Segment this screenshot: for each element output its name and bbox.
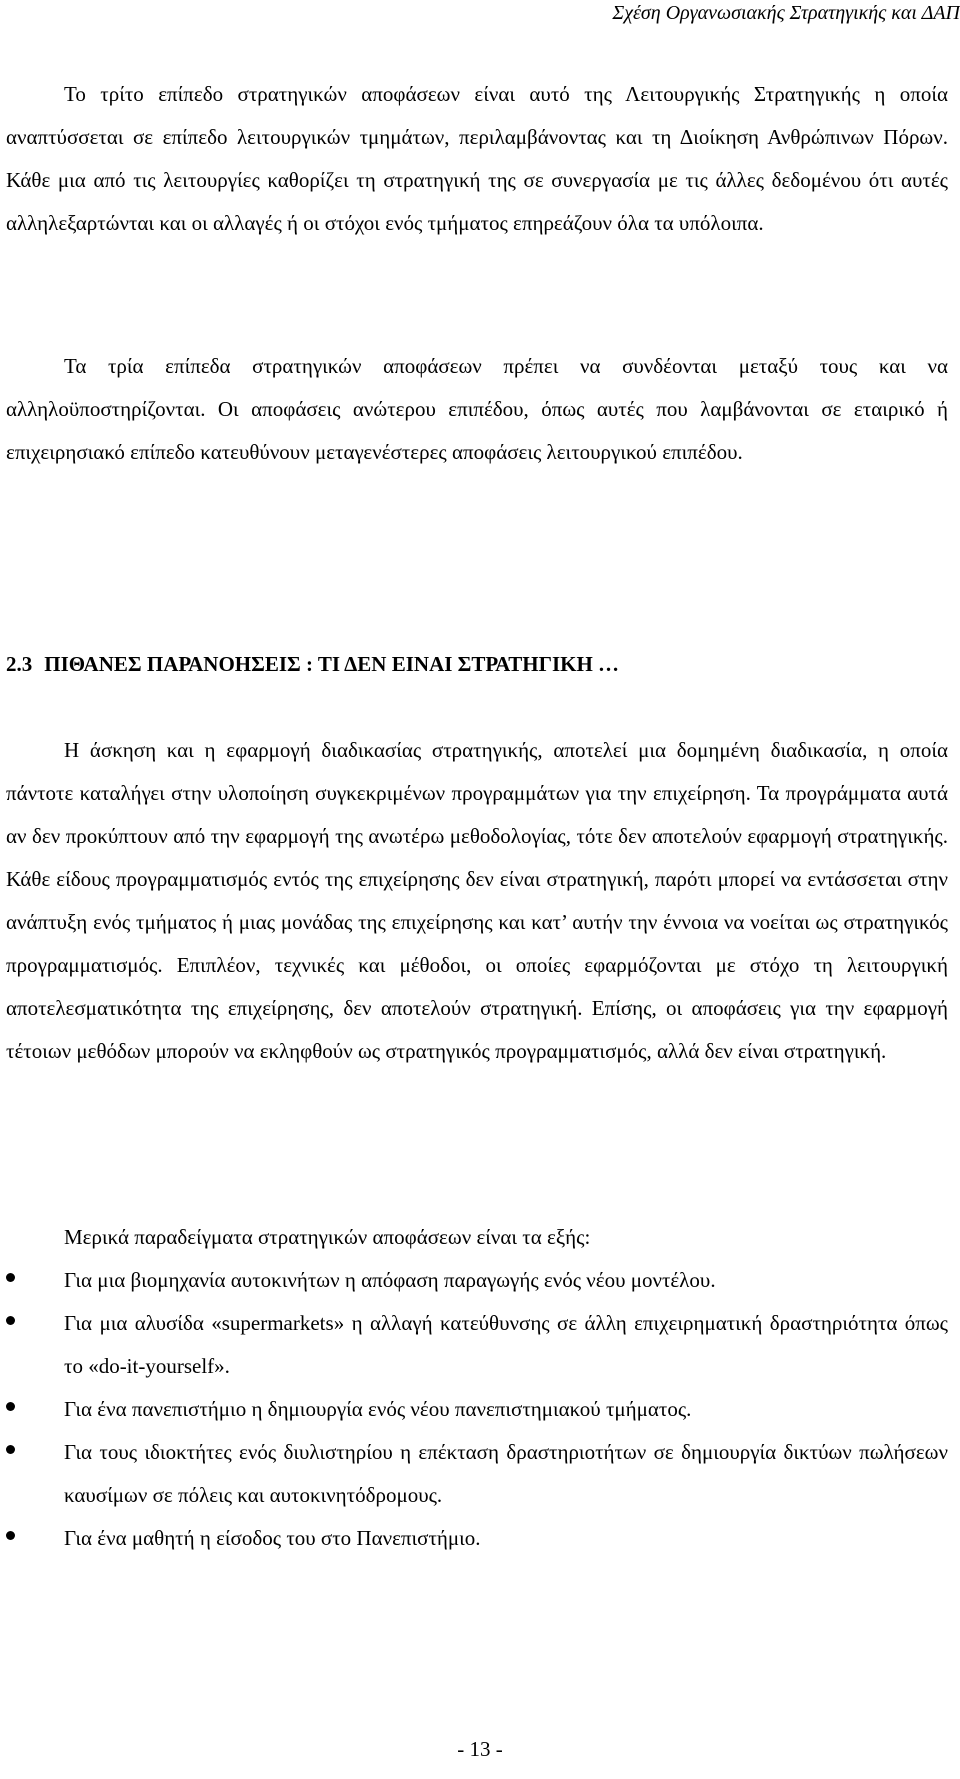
section-title: ΠΙΘΑΝΕΣ ΠΑΡΑΝΟΗΣΕΙΣ : ΤΙ ΔΕΝ ΕΙΝΑΙ ΣΤΡΑΤΗΓΙΚΗ …	[44, 652, 620, 676]
paragraph-text: Τα τρία επίπεδα στρατηγικών αποφάσεων πρέπει να συνδέονται μεταξύ τους και να αλληλοϋποστηρίζονται. Οι αποφάσεις ανώτερου επιπέδου, όπως αυτές που λαμβάνονται σε εταιρικό ή επιχειρησιακό επίπεδο κατευθύνουν μεταγενέστερες αποφάσεις λειτουργικού επιπέδου.	[6, 354, 948, 464]
list-item	[6, 1431, 948, 1517]
paragraph-examples-intro	[6, 1216, 948, 1259]
list-item-text: Για μια βιομηχανία αυτοκινήτων η απόφαση παραγωγής ενός νέου μοντέλου.	[64, 1268, 716, 1292]
paragraph-text: Το τρίτο επίπεδο στρατηγικών αποφάσεων είναι αυτό της Λειτουργικής Στρατηγικής η οποία αναπτύσσεται σε επίπεδο λειτουργικών τμημάτων, περιλαμβάνοντας και τη Διοίκηση Ανθρώπινων Πόρων. Κάθε μια από τις λειτουργίες καθορίζει τη στρατηγική της σε συνεργασία με τις άλλες δεδομένου ότι αυτές αλληλεξαρτώνται και οι αλλαγές ή οι στόχοι ενός τμήματος επηρεάζουν όλα τα υπόλοιπα.	[6, 82, 948, 235]
list-item-text: Για μια αλυσίδα «supermarkets» η αλλαγή κατεύθυνσης σε άλλη επιχειρηματική δραστηριότητα όπως το «do-it-yourself».	[64, 1311, 948, 1378]
section-heading	[6, 643, 619, 686]
running-header: Σχέση Οργανωσιακής Στρατηγικής και ΔΑΠ	[612, 2, 960, 24]
bullet-icon	[6, 1445, 15, 1454]
bullet-icon	[6, 1273, 15, 1282]
list-item-text: Για τους ιδιοκτήτες ενός διυλιστηρίου η επέκταση δραστηριοτήτων σε δημιουργία δικτύων πωλήσεων καυσίμων σε πόλεις και αυτοκινητόδρομους.	[64, 1440, 948, 1507]
bullet-icon	[6, 1531, 15, 1540]
bullet-icon	[6, 1316, 15, 1325]
list-item-text: Για ένα πανεπιστήμιο η δημιουργία ενός νέου πανεπιστημιακού τμήματος.	[64, 1397, 692, 1421]
list-item	[6, 1388, 948, 1431]
paragraph-text: Η άσκηση και η εφαρμογή διαδικασίας στρατηγικής, αποτελεί μια δομημένη διαδικασία, η οποία πάντοτε καταλήγει στην υλοποίηση συγκεκριμένων προγραμμάτων για την επιχείρηση. Τα προγράμματα αυτά αν δεν προκύπτουν από την εφαρμογή της ανωτέρω μεθοδολογίας, τότε δεν αποτελούν εφαρμογή στρατηγικής. Κάθε είδους προγραμματισμός εντός της επιχείρησης δεν είναι στρατηγική, παρότι μπορεί να εντάσσεται στην ανάπτυξη ενός τμήματος ή μιας μονάδας της επιχείρησης και κατ’ αυτήν την έννοια να νοείται ως στρατηγικός προγραμματισμός. Επιπλέον, τεχνικές και μέθοδοι, οι οποίες εφαρμόζονται με στόχο τη λειτουργική αποτελεσματικότητα της επιχείρησης, δεν αποτελούν στρατηγική. Επίσης, οι αποφάσεις για την εφαρμογή τέτοιων μεθόδων μπορούν να εκληφθούν ως στρατηγικός προγραμματισμός, αλλά δεν είναι στρατηγική.	[6, 738, 948, 1063]
list-item	[6, 1517, 948, 1560]
bullet-icon	[6, 1402, 15, 1411]
paragraph-text: Μερικά παραδείγματα στρατηγικών αποφάσεων είναι τα εξής:	[64, 1225, 591, 1249]
section-number: 2.3	[6, 652, 33, 676]
list-item	[6, 1259, 948, 1302]
list-item	[6, 1302, 948, 1388]
paragraph-functional-strategy	[6, 73, 948, 245]
paragraph-strategy-levels	[6, 345, 948, 474]
page-number: - 13 -	[457, 1737, 503, 1761]
paragraph-misconceptions	[6, 729, 948, 1073]
examples-list	[6, 1259, 948, 1560]
list-item-text: Για ένα μαθητή η είσοδος του στο Πανεπιστήμιο.	[64, 1526, 481, 1550]
